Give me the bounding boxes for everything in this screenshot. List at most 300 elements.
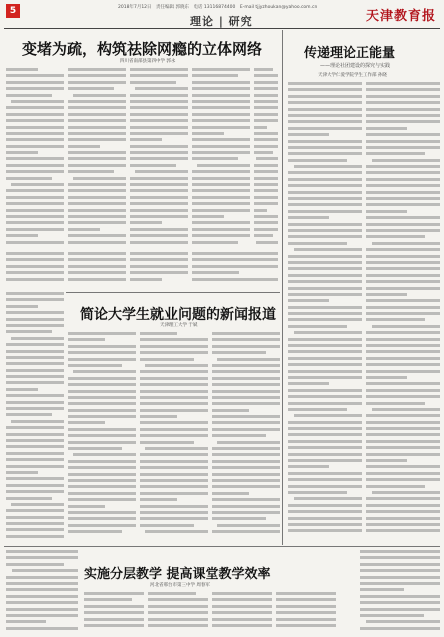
article-4-col-2 [148,592,208,634]
text-line [366,140,440,143]
text-line [366,171,440,174]
text-line [68,215,126,218]
text-line [288,344,362,347]
text-line [212,338,280,341]
text-line [366,255,440,258]
text-line [6,356,64,359]
text-line [288,235,362,238]
text-line [366,350,440,353]
text-line [68,228,100,231]
text-line [68,271,126,274]
text-line [366,293,407,296]
text-line [288,274,362,277]
text-line [73,453,136,456]
text-line [130,119,188,122]
text-line [192,68,250,71]
text-line [6,439,64,442]
text-line [11,100,64,103]
text-line [366,453,440,456]
text-line [192,271,239,274]
text-line [288,318,362,321]
article-2-col-1 [288,82,362,537]
text-line [6,445,64,448]
text-line [192,106,250,109]
text-line [366,414,440,417]
text-line [140,415,177,418]
text-line [6,94,52,97]
text-line [212,447,280,450]
text-line [212,485,280,488]
text-line [192,183,250,186]
text-line [6,234,38,237]
text-line [6,221,64,224]
article-4-col-4 [276,592,336,634]
text-line [68,106,126,109]
text-line [288,261,362,264]
text-line [212,530,280,533]
text-line [6,126,64,129]
text-line [192,241,238,244]
text-line [192,74,238,77]
text-line [366,389,440,392]
text-line [212,598,272,601]
text-line [130,278,162,281]
text-line [68,415,136,418]
text-line [68,241,126,244]
text-line [288,203,362,206]
text-line [254,100,278,103]
text-line [68,383,136,386]
text-line [366,485,425,488]
text-line [288,146,362,149]
text-line [212,351,266,354]
text-line [130,221,162,224]
text-line [366,235,425,238]
text-line [288,133,329,136]
text-line [148,618,208,621]
text-line [212,460,280,463]
masthead-meta: 2018年7月12日 责任编辑 郭晓东 电话 13116874400 E-mail tjjyzhoukan@yahoo.com.cn [118,5,318,10]
text-line [6,189,64,192]
article-3-top-rule [66,292,280,293]
masthead [0,0,444,28]
text-line [130,151,188,154]
text-line [366,120,440,123]
text-line [130,196,188,199]
text-line [212,624,272,627]
text-line [130,157,188,160]
text-line [68,351,136,354]
text-line [288,440,362,443]
text-line [360,556,440,559]
text-line [288,152,362,155]
text-line [6,614,78,617]
text-line [6,588,78,591]
text-line [254,228,278,231]
text-line [6,582,78,585]
text-line [212,364,280,367]
text-line [288,433,362,436]
text-line [6,106,64,109]
text-line [212,370,280,373]
article-3-col-2 [140,332,208,542]
article-2-byline: 天津大学仁爱学院学生工作部 孙晓 [318,73,387,78]
text-line [140,473,208,476]
text-line [6,471,38,474]
text-line [68,170,114,173]
text-line [140,332,177,335]
text-line [288,338,362,341]
text-line [6,458,64,461]
text-line [68,202,126,205]
text-line [130,106,188,109]
text-line [366,184,440,187]
text-line [6,305,38,308]
newspaper-logo: 天津教育报 [365,9,436,24]
text-line [6,258,64,261]
text-line [288,510,362,513]
text-line [192,209,250,212]
text-line [366,427,440,430]
text-line [254,189,278,192]
text-line [68,265,126,268]
text-line [6,608,78,611]
text-line [212,415,280,418]
text-line [192,177,250,180]
text-line [212,492,249,495]
text-line [6,522,64,525]
text-line [360,595,440,598]
text-line [6,433,64,436]
text-line [288,216,329,219]
text-line [6,138,64,141]
text-line [288,376,362,379]
text-line [130,271,188,274]
text-line [6,113,64,116]
text-line [360,601,440,604]
text-line [68,81,126,84]
text-line [254,183,278,186]
text-line [68,441,136,444]
text-line [130,177,188,180]
text-line [254,81,278,84]
text-line [366,529,440,532]
text-line [140,396,208,399]
text-line [288,223,362,226]
text-line [68,409,136,412]
text-line [6,252,64,255]
text-line [366,459,407,462]
text-line [73,370,136,373]
text-line [366,497,440,500]
text-line [6,550,78,553]
text-line [288,306,362,309]
text-line [130,68,188,71]
article-1-col-2 [68,68,126,248]
text-line [84,598,132,601]
text-line [360,608,440,611]
text-line [68,524,136,527]
text-line [366,504,440,507]
text-line [68,345,136,348]
text-line [6,394,64,397]
text-line [197,164,250,167]
text-line [288,178,362,181]
text-line [68,485,136,488]
text-line [68,278,126,281]
text-line [288,485,362,488]
text-line [68,138,126,141]
text-line [192,202,250,205]
text-line [288,446,362,449]
text-line [6,330,52,333]
text-line [130,138,162,141]
text-line [130,145,188,148]
text-line [145,364,208,367]
text-line [192,278,278,281]
text-line [366,210,407,213]
article-1-col-5 [254,68,278,248]
text-line [192,196,250,199]
text-line [366,376,407,379]
text-line [366,433,440,436]
article-1-col-2b [68,252,126,290]
text-line [192,221,250,224]
text-line [68,209,126,212]
text-line [366,152,425,155]
text-line [212,511,280,514]
text-line [6,401,64,404]
text-line [192,252,278,255]
text-line [11,503,64,506]
text-line [140,479,208,482]
text-line [140,492,208,495]
text-line [6,311,64,314]
text-line [366,312,440,315]
text-line [68,390,136,393]
text-line [366,510,440,513]
text-line [68,530,122,533]
text-line [192,126,250,129]
text-line [6,68,38,71]
text-line [366,446,440,449]
text-line [140,505,208,508]
text-line [288,504,362,507]
text-line [366,146,440,149]
article-1-col-3b [130,252,188,290]
text-line [254,145,278,148]
text-line [254,177,278,180]
text-line [130,126,188,129]
text-line [366,402,425,405]
text-line [6,119,64,122]
text-line [366,620,440,623]
text-line [6,298,64,301]
text-line [6,228,64,231]
text-line [288,299,329,302]
text-line [288,395,362,398]
text-line [254,132,278,135]
text-line [130,258,188,261]
text-line [288,325,347,328]
text-line [366,299,440,302]
text-line [366,114,440,117]
text-line [6,318,64,321]
text-line [6,362,64,365]
text-line [288,280,362,283]
text-line [212,618,272,621]
text-line [366,344,440,347]
text-line [6,452,64,455]
text-line [68,466,136,469]
text-line [288,229,362,232]
text-line [73,94,126,97]
text-line [212,383,280,386]
text-line [68,460,136,463]
text-line [6,369,64,372]
article-2-headline: 传递理论正能量 [304,46,396,61]
text-line [130,74,188,77]
text-line [288,491,347,494]
text-line [366,280,440,283]
text-line [130,252,188,255]
text-line [366,363,440,366]
text-line [366,478,440,481]
text-line [6,87,64,90]
text-line [254,119,278,122]
text-line [192,157,238,160]
text-line [366,523,440,526]
text-line [6,484,64,487]
text-line [288,408,347,411]
text-line [276,618,336,621]
text-line [276,592,336,595]
text-line [212,402,280,405]
text-line [254,170,278,173]
text-line [6,601,78,604]
text-line [73,177,126,180]
article-4-top-rule [4,546,440,547]
text-line [288,517,362,520]
text-line [192,234,250,237]
text-line [6,74,64,77]
text-line [192,215,224,218]
text-line [288,382,329,385]
text-line [288,127,362,130]
text-line [276,598,336,601]
text-line [68,473,136,476]
text-line [212,428,280,431]
article-1-col-4 [192,68,250,248]
text-line [6,265,64,268]
text-line [68,164,126,167]
text-line [288,523,362,526]
text-line [366,229,440,232]
text-line [254,196,278,199]
text-line [366,165,440,168]
text-line [84,605,144,608]
text-line [68,358,136,361]
text-line [148,598,208,601]
text-line [288,287,362,290]
text-line [140,402,208,405]
text-line [254,106,278,109]
text-line [145,530,208,533]
text-line [6,490,64,493]
text-line [360,614,424,617]
text-line [366,203,440,206]
text-line [11,420,64,423]
text-line [294,248,362,251]
text-line [212,473,280,476]
article-1-col-3 [130,68,188,248]
text-line [254,221,278,224]
text-line [68,447,122,450]
text-line [366,108,440,111]
text-line [288,101,362,104]
text-line [148,611,208,614]
text-line [366,274,440,277]
text-line [6,563,64,566]
text-line [6,407,64,410]
text-line [366,248,440,251]
text-line [6,132,64,135]
text-line [6,278,64,281]
text-line [192,119,250,122]
text-line [192,81,250,84]
text-line [130,132,188,135]
text-line [140,441,194,444]
text-line [288,267,362,270]
text-line [366,216,440,219]
text-line [254,215,278,218]
text-line [68,492,136,495]
article-1-col-1b [6,252,64,290]
text-line [145,447,208,450]
text-line [366,338,440,341]
article-4-headline: 实施分层教学 提高课堂教学效率 [84,567,271,582]
text-line [294,165,362,168]
text-line [288,191,362,194]
text-line [288,114,362,117]
text-line [288,312,362,315]
text-line [212,517,266,520]
text-line [192,258,278,261]
text-line [288,88,362,91]
text-line [288,363,362,366]
text-line [68,74,126,77]
article-1-headline: 变堵为疏，构筑祛除网瘾的立体网络 [22,40,263,58]
text-line [6,209,64,212]
text-line [217,441,280,444]
text-line [68,434,136,437]
text-line [212,434,266,437]
text-line [212,592,272,595]
text-line [360,627,440,630]
text-line [68,189,126,192]
text-line [140,409,208,412]
text-line [366,287,440,290]
text-line [68,258,126,261]
text-line [366,133,440,136]
text-line [6,509,64,512]
text-line [6,157,64,160]
text-line [192,94,250,97]
text-line [294,331,362,334]
text-line [140,517,208,520]
text-line [135,170,188,173]
text-line [6,215,64,218]
